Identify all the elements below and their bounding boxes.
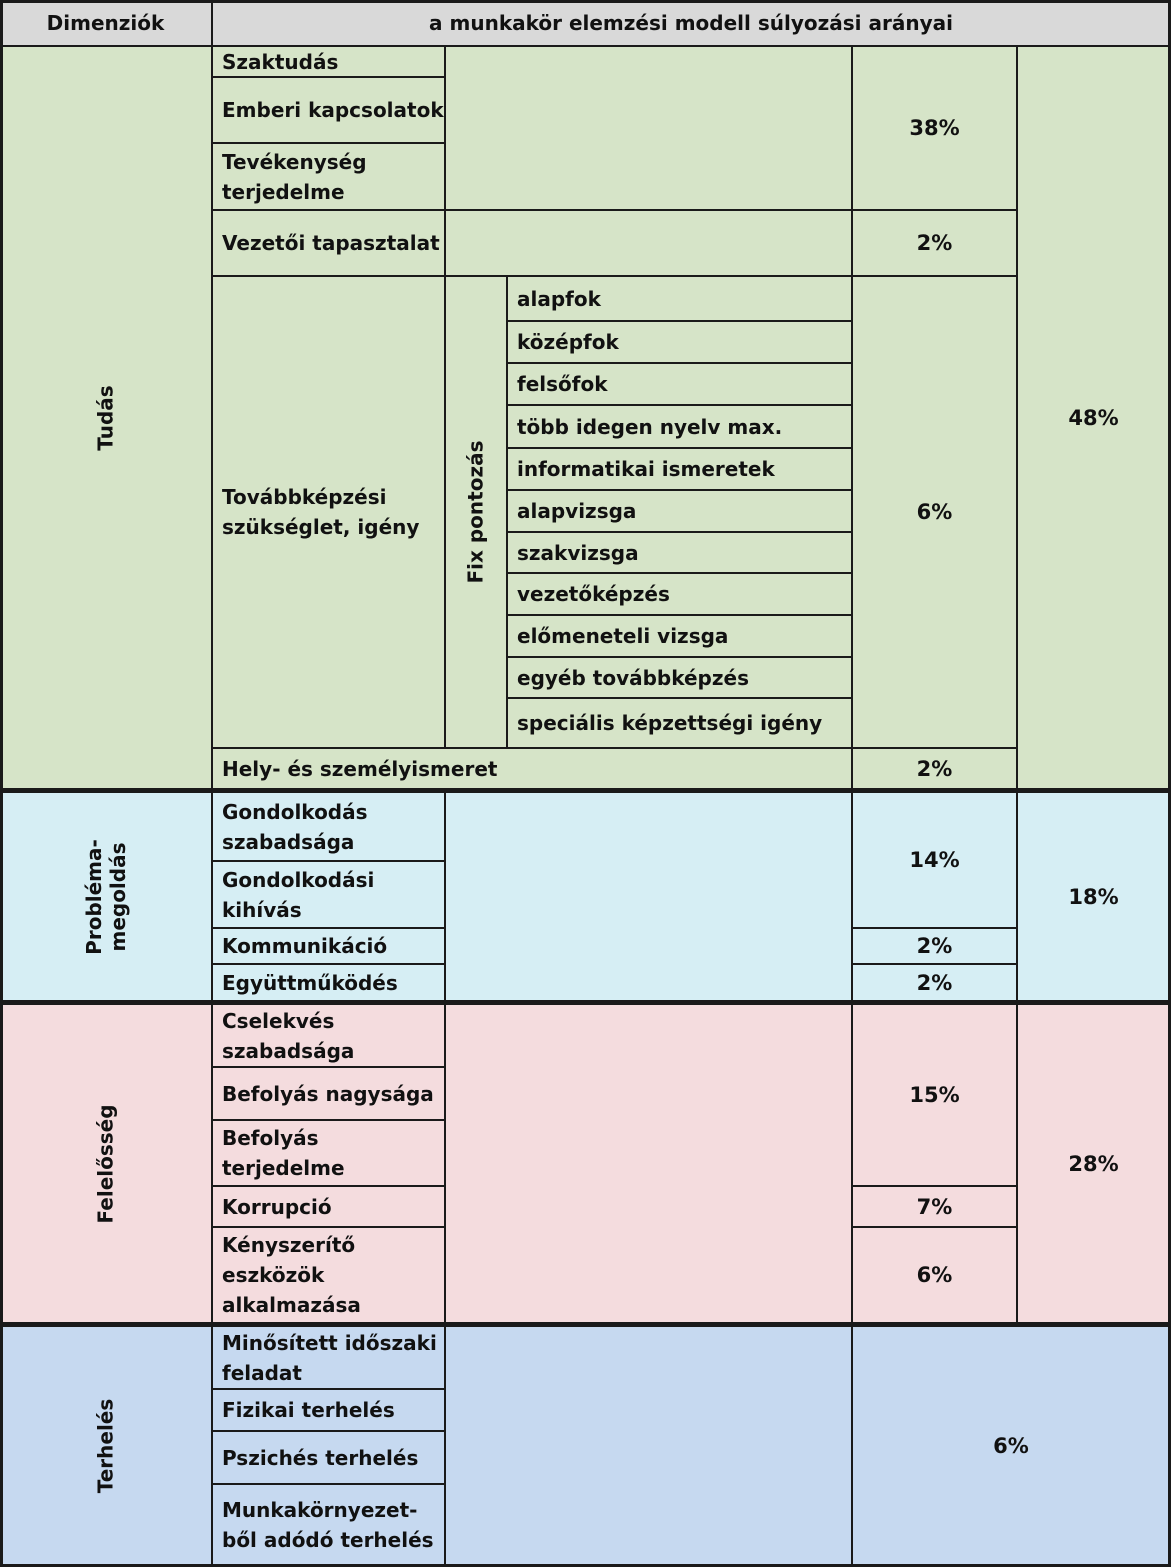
criterion-egyuttmukodes: Együttműködés [213, 965, 446, 1002]
weight-korrupcio: 7% [853, 1187, 1018, 1228]
weight-kenyszerito-eszkozok: 6% [853, 1228, 1018, 1324]
criterion-korrupcio: Korrupció [213, 1187, 446, 1228]
weight-tovabbkepzes: 6% [853, 277, 1018, 749]
dimension-felelosseg [0, 1005, 213, 1324]
weight-hely-es-szemelyismeret: 2% [853, 749, 1018, 790]
criterion-szaktudas: Szaktudás [213, 47, 446, 78]
dimension-problemamegoldas [0, 793, 213, 1002]
empty-cell [446, 211, 853, 277]
criterion-emberi-kapcsolatok: Emberi kapcsolatok [213, 78, 446, 144]
empty-cell [446, 793, 853, 1002]
criterion-hely-es-szemelyismeret: Hely- és személyismeret [213, 749, 853, 790]
criterion-vezetoi-tapasztalat: Vezetői tapasztalat [213, 211, 446, 277]
dimension-problemamegoldas-label: Probléma- megoldás [81, 838, 130, 955]
criterion-tevekenyseg-terjedelme: Tevékenység terjedelme [213, 144, 446, 211]
criterion-cselekves-szabadsaga: Cselekvés szabadsága [213, 1005, 446, 1068]
fix-item: egyéb továbbképzés [508, 658, 853, 699]
weight-tudas-group1: 38% [853, 47, 1018, 211]
fix-item: szakvizsga [508, 533, 853, 574]
criterion-kenyszerito-eszkozok: Kényszerítő eszközök alkalmazása [213, 1228, 446, 1324]
weight-gondolkodas-group: 14% [853, 793, 1018, 929]
criterion-pszichés-terheles: Pszichés terhelés [213, 1432, 446, 1485]
dimension-tudas [0, 47, 213, 790]
criterion-minositett-idoszaki-feladat: Minősített időszaki feladat [213, 1327, 446, 1390]
criterion-tovabbkepzes: Továbbképzési szükséglet, igény [213, 277, 446, 749]
criterion-gondolkodas-szabadsaga: Gondolkodás szabadsága [213, 793, 446, 862]
fix-item: felsőfok [508, 364, 853, 406]
fix-pontozas-label [446, 277, 508, 749]
fix-item: több idegen nyelv max. [508, 406, 853, 449]
fix-item: alapfok [508, 277, 853, 322]
criterion-gondolkodasi-kihivas: Gondolkodási kihívás [213, 862, 446, 929]
total-tudas: 48% [1018, 47, 1171, 790]
criterion-befolyas-terjedelme: Befolyás terjedelme [213, 1121, 446, 1187]
total-felelosseg: 28% [1018, 1005, 1171, 1324]
dimension-terheles [0, 1327, 213, 1567]
criterion-befolyas-nagysaga: Befolyás nagysága [213, 1068, 446, 1121]
fix-pontozas-text: Fix pontozás [464, 440, 488, 584]
weight-kommunikacio: 2% [853, 929, 1018, 965]
empty-cell [446, 47, 853, 211]
empty-cell [446, 1005, 853, 1324]
fix-item: speciális képzettségi igény [508, 699, 853, 749]
fix-item: vezetőképzés [508, 574, 853, 616]
criterion-kommunikacio: Kommunikáció [213, 929, 446, 965]
criterion-munkakornyezet-terheles: Munkakörnyezet-ből adódó terhelés [213, 1485, 446, 1567]
weight-befolyas-group: 15% [853, 1005, 1018, 1187]
total-terheles: 6% [853, 1327, 1171, 1567]
total-problemamegoldas: 18% [1018, 793, 1171, 1002]
dimension-terheles-label: Terhelés [93, 1398, 118, 1494]
empty-cell [446, 1327, 853, 1567]
dimension-felelosseg-label: Felelősség [93, 1103, 118, 1224]
header-dimensions: Dimenziók [0, 0, 213, 47]
dimension-tudas-label: Tudás [93, 384, 118, 451]
criterion-fizikai-terheles: Fizikai terhelés [213, 1390, 446, 1432]
fix-item: informatikai ismeretek [508, 449, 853, 491]
fix-item: előmeneteli vizsga [508, 616, 853, 658]
header-title: a munkakör elemzési modell súlyozási arányai [213, 0, 1171, 47]
weight-vezetoi-tapasztalat: 2% [853, 211, 1018, 277]
fix-item: középfok [508, 322, 853, 364]
fix-item: alapvizsga [508, 491, 853, 533]
weight-egyuttmukodes: 2% [853, 965, 1018, 1002]
